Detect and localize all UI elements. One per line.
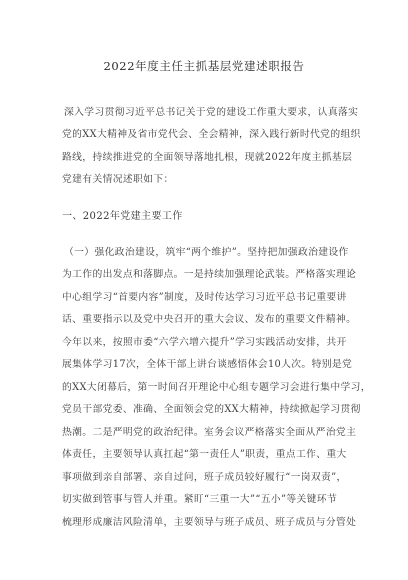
body-line: 体责任，主要领导认真扛起“第一责任人”职责，重点工作、重大 bbox=[62, 449, 347, 460]
intro-line: 路线，持续推进党的全面领导落地扎根，现就2022年度主抓基层 bbox=[62, 152, 353, 163]
body-line: 党员干部党委、准确、全面领会党的XX大精神，持续掀起学习贯彻 bbox=[62, 404, 361, 415]
body-line: 事项做到亲自部署、亲自过问，班子成员较好履行“一岗双责”， bbox=[62, 472, 347, 483]
body-line: 切实做到管事与管人并重。紧盯“三重一大”“五小”等关键环节 bbox=[62, 494, 338, 505]
body-line: 为工作的出发点和落脚点。一是持续加强理论武装。严格落实理论 bbox=[62, 269, 357, 280]
body-line: 话、重要指示以及党中央召开的重大会议、发布的重要文件精神。 bbox=[62, 314, 357, 325]
body-line: （一）强化政治建设，筑牢“两个维护”。坚持把加强政治建设作 bbox=[64, 247, 349, 258]
body-line: 梳理形成廉洁风险清单，主要领导与班子成员、班子成员与分管处 bbox=[62, 517, 357, 528]
intro-line: 深入学习贯彻习近平总书记关于党的建设工作重大要求，认真落实 bbox=[64, 107, 359, 118]
intro-line: 党建有关情况述职如下： bbox=[62, 174, 174, 185]
document-title: 2022年度主任主抓基层党建述职报告 bbox=[103, 59, 305, 73]
body-line: 中心组学习“首要内容”制度，及时传达学习习近平总书记重要讲 bbox=[62, 292, 347, 303]
section-heading: 一、2022年党建主要工作 bbox=[62, 211, 183, 222]
body-line: 的XX大闭幕后，第一时间召开理论中心组专题学习会进行集中学习， bbox=[62, 382, 371, 393]
intro-line: 党的XX大精神及省市党代会、全会精神，深入践行新时代党的组织 bbox=[62, 129, 361, 140]
body-line: 今年以来，按照市委“六学六增六提升”学习实践活动安排，共开 bbox=[62, 337, 347, 348]
body-line: 展集体学习17次，全体干部上讲台谈感悟体会10人次。特别是党 bbox=[62, 359, 353, 370]
body-line: 热潮。二是严明党的政治纪律。室务会议严格落实全面从严治党主 bbox=[62, 427, 357, 438]
